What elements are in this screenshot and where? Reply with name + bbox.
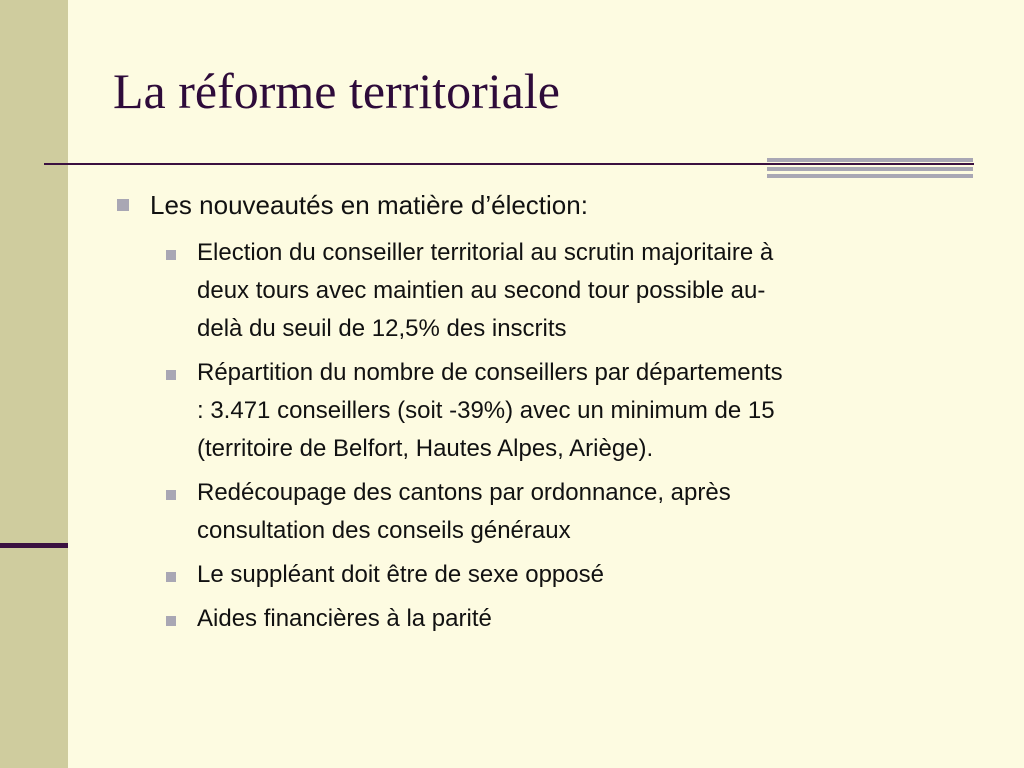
main-bullet-text: Les nouveautés en matière d’élection: xyxy=(150,190,588,220)
slide-title: La réforme territoriale xyxy=(113,63,560,119)
list-item xyxy=(197,354,977,468)
list-item-line: : 3.471 conseillers (soit -39%) avec un minimum de 15 xyxy=(197,397,775,424)
list-item-line: Aides financières à la parité xyxy=(197,605,492,632)
list-item-line: deux tours avec maintien au second tour possible au- xyxy=(197,277,766,304)
list-item xyxy=(197,556,977,594)
list-item-line: delà du seuil de 12,5% des inscrits xyxy=(197,315,567,342)
square-bullet-icon xyxy=(117,199,129,211)
list-item xyxy=(197,234,977,348)
list-item-line: Election du conseiller territorial au scrutin majoritaire à xyxy=(197,239,774,266)
list-item-line: Le suppléant doit être de sexe opposé xyxy=(197,561,604,588)
square-bullet-icon xyxy=(166,572,176,582)
list-item xyxy=(197,474,977,550)
list-item-line: Redécoupage des cantons par ordonnance, après xyxy=(197,479,731,506)
square-bullet-icon xyxy=(166,250,176,260)
square-bullet-icon xyxy=(166,490,176,500)
list-item-line: (territoire de Belfort, Hautes Alpes, Ariège). xyxy=(197,435,654,462)
list-item xyxy=(197,600,977,638)
square-bullet-icon xyxy=(166,370,176,380)
list-item-line: Répartition du nombre de conseillers par départements xyxy=(197,359,783,386)
list-item-line: consultation des conseils généraux xyxy=(197,517,571,544)
square-bullet-icon xyxy=(166,616,176,626)
